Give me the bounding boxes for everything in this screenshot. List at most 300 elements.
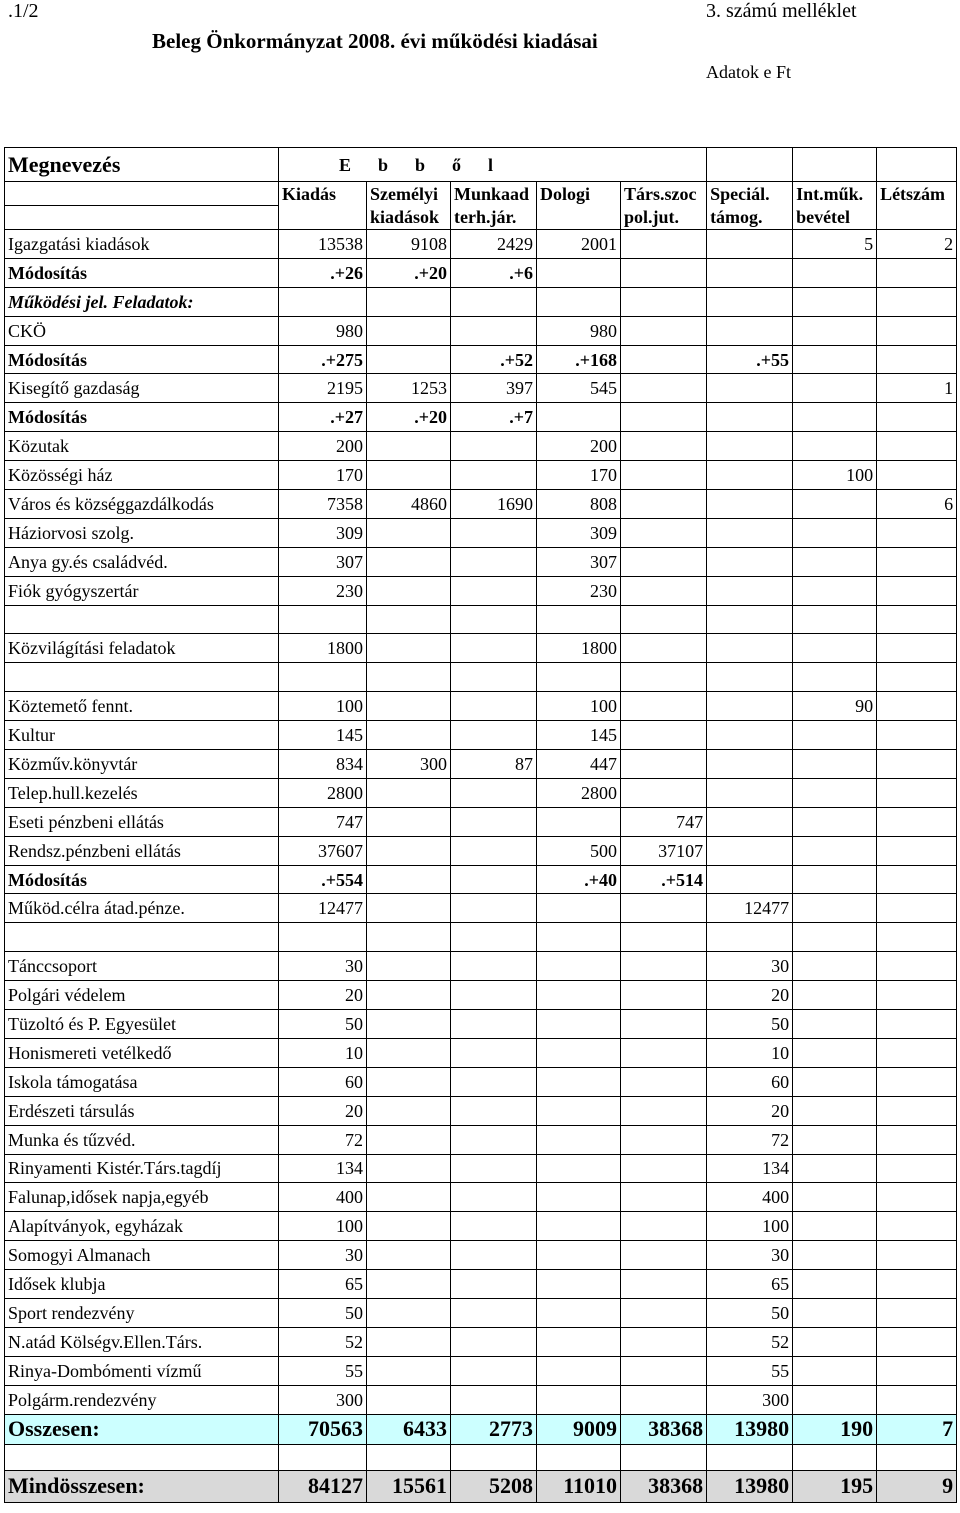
row-value (877, 750, 957, 779)
row-label: Osszesen: (5, 1414, 279, 1444)
row-value (451, 316, 537, 345)
row-value (367, 894, 451, 923)
row-value (877, 894, 957, 923)
row-value (877, 923, 957, 952)
row-value (451, 1067, 537, 1096)
row-value (877, 287, 957, 316)
row-value (877, 807, 957, 836)
row-value (367, 518, 451, 547)
row-value: 60 (707, 1067, 793, 1096)
row-value (537, 1356, 621, 1385)
table-row (5, 1470, 957, 1502)
row-value (793, 1096, 877, 1125)
column-header: Int.műk. (793, 182, 877, 206)
row-value: 30 (707, 1241, 793, 1270)
table-row (5, 1414, 957, 1444)
row-value (707, 518, 793, 547)
attachment-label: 3. számú melléklet (706, 0, 857, 22)
row-value (793, 547, 877, 576)
row-value (621, 605, 707, 634)
row-value (621, 1183, 707, 1212)
row-value (451, 547, 537, 576)
row-value (537, 1096, 621, 1125)
table-row (5, 258, 957, 287)
row-value (367, 634, 451, 663)
row-value: 200 (537, 432, 621, 461)
row-value: 13980 (707, 1470, 793, 1502)
row-value (451, 432, 537, 461)
row-label: Háziorvosi szolg. (5, 518, 279, 547)
row-value (621, 1385, 707, 1414)
row-value: 10 (707, 1038, 793, 1067)
row-value: 20 (279, 981, 367, 1010)
row-value (621, 230, 707, 259)
row-value (537, 258, 621, 287)
row-value (877, 1212, 957, 1241)
row-value (707, 778, 793, 807)
column-header (279, 206, 367, 230)
row-value: 2 (877, 230, 957, 259)
row-value: .+40 (537, 865, 621, 894)
row-value (877, 1356, 957, 1385)
row-value: 37607 (279, 836, 367, 865)
row-value (367, 461, 451, 490)
row-value (621, 1241, 707, 1270)
row-value (621, 1327, 707, 1356)
row-value (877, 547, 957, 576)
row-label: Alapítványok, egyházak (5, 1212, 279, 1241)
row-value: 5 (793, 230, 877, 259)
table-row (5, 721, 957, 750)
table-row (5, 981, 957, 1010)
row-value (793, 576, 877, 605)
row-value: 15561 (367, 1470, 451, 1502)
column-header: kiadások (367, 206, 451, 230)
row-value (793, 1067, 877, 1096)
row-value (707, 258, 793, 287)
row-value (451, 1038, 537, 1067)
row-value: .+20 (367, 258, 451, 287)
row-value: 230 (537, 576, 621, 605)
row-value (367, 1241, 451, 1270)
row-value (707, 865, 793, 894)
row-value (621, 518, 707, 547)
row-value (537, 1125, 621, 1154)
row-label: Módosítás (5, 865, 279, 894)
row-value: 400 (707, 1183, 793, 1212)
row-value: 37107 (621, 836, 707, 865)
column-header: Személyi (367, 182, 451, 206)
row-value (793, 981, 877, 1010)
row-value: 2800 (279, 778, 367, 807)
row-value: .+6 (451, 258, 537, 287)
row-value (707, 461, 793, 490)
row-value (451, 518, 537, 547)
row-value: 100 (537, 692, 621, 721)
row-value: 38368 (621, 1414, 707, 1444)
row-value (793, 1212, 877, 1241)
row-value (537, 1327, 621, 1356)
row-value (537, 1298, 621, 1327)
row-label: Idősek klubja (5, 1270, 279, 1299)
row-label: Város és községgazdálkodás (5, 490, 279, 519)
table-row (5, 1125, 957, 1154)
row-label: Eseti pénzbeni ellátás (5, 807, 279, 836)
row-value (793, 778, 877, 807)
row-value: 309 (537, 518, 621, 547)
row-value (877, 432, 957, 461)
row-value: .+554 (279, 865, 367, 894)
row-value (621, 721, 707, 750)
row-value (451, 605, 537, 634)
row-value (367, 1212, 451, 1241)
row-value: 447 (537, 750, 621, 779)
row-value: 300 (707, 1385, 793, 1414)
row-value (537, 1270, 621, 1299)
row-value (367, 836, 451, 865)
row-value (707, 490, 793, 519)
row-value (451, 721, 537, 750)
row-value (707, 807, 793, 836)
row-value (707, 721, 793, 750)
row-value (367, 865, 451, 894)
row-value (793, 1183, 877, 1212)
row-value (707, 374, 793, 403)
row-value: 170 (279, 461, 367, 490)
row-value (793, 1038, 877, 1067)
row-value (451, 1327, 537, 1356)
row-value (793, 1327, 877, 1356)
row-value: 134 (279, 1154, 367, 1183)
row-value (793, 923, 877, 952)
row-value (279, 287, 367, 316)
row-value (793, 952, 877, 981)
row-label: Tüzoltó és P. Egyesület (5, 1010, 279, 1039)
row-value (537, 1183, 621, 1212)
row-value (877, 981, 957, 1010)
row-value (451, 1356, 537, 1385)
column-header: terh.jár. (451, 206, 537, 230)
row-value (451, 1154, 537, 1183)
table-row (5, 1385, 957, 1414)
row-value: 309 (279, 518, 367, 547)
row-value (367, 316, 451, 345)
row-value: 52 (707, 1327, 793, 1356)
row-value (621, 345, 707, 374)
row-value: 9009 (537, 1414, 621, 1444)
row-value (793, 374, 877, 403)
column-header: Speciál. (707, 182, 793, 206)
row-value (279, 923, 367, 952)
expense-table (4, 147, 957, 1503)
row-value (451, 778, 537, 807)
row-label: Közvilágítási feladatok (5, 634, 279, 663)
row-value (621, 1356, 707, 1385)
ebbol-header: E b b ő l (279, 148, 707, 182)
row-value: 747 (621, 807, 707, 836)
row-label: N.atád Kölségv.Ellen.Társ. (5, 1327, 279, 1356)
table-row (5, 692, 957, 721)
row-value: 2195 (279, 374, 367, 403)
row-value: 6 (877, 490, 957, 519)
row-value (707, 692, 793, 721)
row-value (793, 1154, 877, 1183)
row-value (707, 634, 793, 663)
row-value: 747 (279, 807, 367, 836)
row-value (793, 807, 877, 836)
row-value: 38368 (621, 1470, 707, 1502)
row-value: 30 (279, 952, 367, 981)
row-value (537, 1212, 621, 1241)
row-value (451, 1183, 537, 1212)
row-value (707, 576, 793, 605)
row-value: 60 (279, 1067, 367, 1096)
table-row (5, 1067, 957, 1096)
row-value: 65 (279, 1270, 367, 1299)
row-value (707, 230, 793, 259)
row-label: CKÖ (5, 316, 279, 345)
row-value: 230 (279, 576, 367, 605)
row-value: 72 (279, 1125, 367, 1154)
row-value (877, 518, 957, 547)
row-value: .+55 (707, 345, 793, 374)
row-value: 2429 (451, 230, 537, 259)
row-value (367, 1356, 451, 1385)
row-label: Tánccsoport (5, 952, 279, 981)
row-value (793, 634, 877, 663)
row-value (621, 287, 707, 316)
row-value: 13980 (707, 1414, 793, 1444)
row-value: 834 (279, 750, 367, 779)
row-value: 6433 (367, 1414, 451, 1444)
row-value: 307 (537, 547, 621, 576)
row-value: 65 (707, 1270, 793, 1299)
row-value: 307 (279, 547, 367, 576)
table-row (5, 865, 957, 894)
row-value (537, 1038, 621, 1067)
row-value: .+275 (279, 345, 367, 374)
row-value: 170 (537, 461, 621, 490)
table-row (5, 547, 957, 576)
row-value (367, 605, 451, 634)
row-value (367, 721, 451, 750)
row-value: 55 (279, 1356, 367, 1385)
row-value: 72 (707, 1125, 793, 1154)
column-header: bevétel (793, 206, 877, 230)
row-value (877, 258, 957, 287)
column-header: támog. (707, 206, 793, 230)
row-value (367, 1038, 451, 1067)
row-value (621, 663, 707, 692)
row-label: Polgárm.rendezvény (5, 1385, 279, 1414)
table-row (5, 490, 957, 519)
row-value: .+514 (621, 865, 707, 894)
table-row (5, 1327, 957, 1356)
row-value (793, 836, 877, 865)
row-value (793, 721, 877, 750)
row-value (707, 663, 793, 692)
row-value (367, 923, 451, 952)
row-label: Módosítás (5, 258, 279, 287)
row-label: Anya gy.és családvéd. (5, 547, 279, 576)
row-value: 7358 (279, 490, 367, 519)
row-value (707, 432, 793, 461)
row-value: 30 (279, 1241, 367, 1270)
row-label (5, 605, 279, 634)
row-value (367, 547, 451, 576)
row-label: Sport rendezvény (5, 1298, 279, 1327)
row-label: Közutak (5, 432, 279, 461)
row-value (877, 865, 957, 894)
table-row (5, 1212, 957, 1241)
row-value: 50 (707, 1298, 793, 1327)
row-label: Közösségi ház (5, 461, 279, 490)
row-value (537, 923, 621, 952)
row-value (367, 1067, 451, 1096)
row-value (877, 1096, 957, 1125)
row-value: 10 (279, 1038, 367, 1067)
row-value (621, 952, 707, 981)
table-row (5, 1010, 957, 1039)
row-value: 9108 (367, 230, 451, 259)
row-label: Kultur (5, 721, 279, 750)
row-value (367, 778, 451, 807)
table-row (5, 952, 957, 981)
row-value (451, 1298, 537, 1327)
row-value: 195 (793, 1470, 877, 1502)
table-row (5, 1183, 957, 1212)
row-value (707, 316, 793, 345)
row-value: 2001 (537, 230, 621, 259)
row-label: Módosítás (5, 345, 279, 374)
row-value (793, 750, 877, 779)
row-label: Falunap,idősek napja,egyéb (5, 1183, 279, 1212)
table-row (5, 374, 957, 403)
table-row (5, 1270, 957, 1299)
row-value (707, 547, 793, 576)
row-value (877, 634, 957, 663)
row-label: Mindösszesen: (5, 1470, 279, 1502)
column-header (877, 206, 957, 230)
row-value: 13538 (279, 230, 367, 259)
row-value (621, 1298, 707, 1327)
row-value: 9 (877, 1470, 957, 1502)
row-value (621, 547, 707, 576)
row-value (793, 316, 877, 345)
row-value (367, 287, 451, 316)
row-value: 980 (537, 316, 621, 345)
row-value: 5208 (451, 1470, 537, 1502)
row-value: 397 (451, 374, 537, 403)
row-value (279, 663, 367, 692)
row-value (793, 663, 877, 692)
row-value: 190 (793, 1414, 877, 1444)
row-value: .+27 (279, 403, 367, 432)
row-value (367, 1327, 451, 1356)
row-value (707, 923, 793, 952)
row-value (367, 952, 451, 981)
row-value (451, 1212, 537, 1241)
table-row (5, 230, 957, 259)
column-header: Létszám (877, 182, 957, 206)
table-row (5, 807, 957, 836)
row-value (707, 836, 793, 865)
row-value (451, 923, 537, 952)
row-label: Rinyamenti Kistér.Társ.tagdíj (5, 1154, 279, 1183)
row-value: 100 (793, 461, 877, 490)
row-value (451, 576, 537, 605)
row-value: 500 (537, 836, 621, 865)
row-value (793, 865, 877, 894)
row-value: .+20 (367, 403, 451, 432)
row-value (877, 403, 957, 432)
row-value: 87 (451, 750, 537, 779)
row-value (621, 576, 707, 605)
row-value: 30 (707, 952, 793, 981)
row-value (451, 692, 537, 721)
row-value (367, 981, 451, 1010)
row-value (367, 1183, 451, 1212)
row-value (877, 721, 957, 750)
row-value: 300 (367, 750, 451, 779)
row-value: 52 (279, 1327, 367, 1356)
row-value: 4860 (367, 490, 451, 519)
row-value (877, 461, 957, 490)
row-value (367, 1385, 451, 1414)
row-value: 1 (877, 374, 957, 403)
row-value: 1800 (537, 634, 621, 663)
row-value: 200 (279, 432, 367, 461)
row-label: Kisegítő gazdaság (5, 374, 279, 403)
row-value (621, 1067, 707, 1096)
table-row (5, 778, 957, 807)
table-row (5, 403, 957, 432)
table-row (5, 316, 957, 345)
row-value (793, 1010, 877, 1039)
row-label (5, 923, 279, 952)
row-value (877, 345, 957, 374)
row-value (877, 316, 957, 345)
row-value (793, 432, 877, 461)
row-value: 980 (279, 316, 367, 345)
row-label: Köztemető fennt. (5, 692, 279, 721)
row-value: 11010 (537, 1470, 621, 1502)
row-value (793, 518, 877, 547)
row-value: 145 (537, 721, 621, 750)
row-value (537, 1241, 621, 1270)
row-value (621, 634, 707, 663)
row-value (451, 1010, 537, 1039)
row-label: Munka és tűzvéd. (5, 1125, 279, 1154)
row-value (877, 1067, 957, 1096)
row-value (367, 807, 451, 836)
row-value (621, 981, 707, 1010)
row-label: Működési jel. Feladatok: (5, 287, 279, 316)
row-value (707, 287, 793, 316)
row-label: Rinya-Dombómenti vízmű (5, 1356, 279, 1385)
row-value: 20 (707, 1096, 793, 1125)
row-value (367, 1298, 451, 1327)
row-value: 90 (793, 692, 877, 721)
row-value (877, 1010, 957, 1039)
row-value (621, 1212, 707, 1241)
row-value: 134 (707, 1154, 793, 1183)
row-label: Fiók gyógyszertár (5, 576, 279, 605)
column-header: Munkaad (451, 182, 537, 206)
row-value (793, 287, 877, 316)
table-row (5, 1298, 957, 1327)
row-value (621, 316, 707, 345)
